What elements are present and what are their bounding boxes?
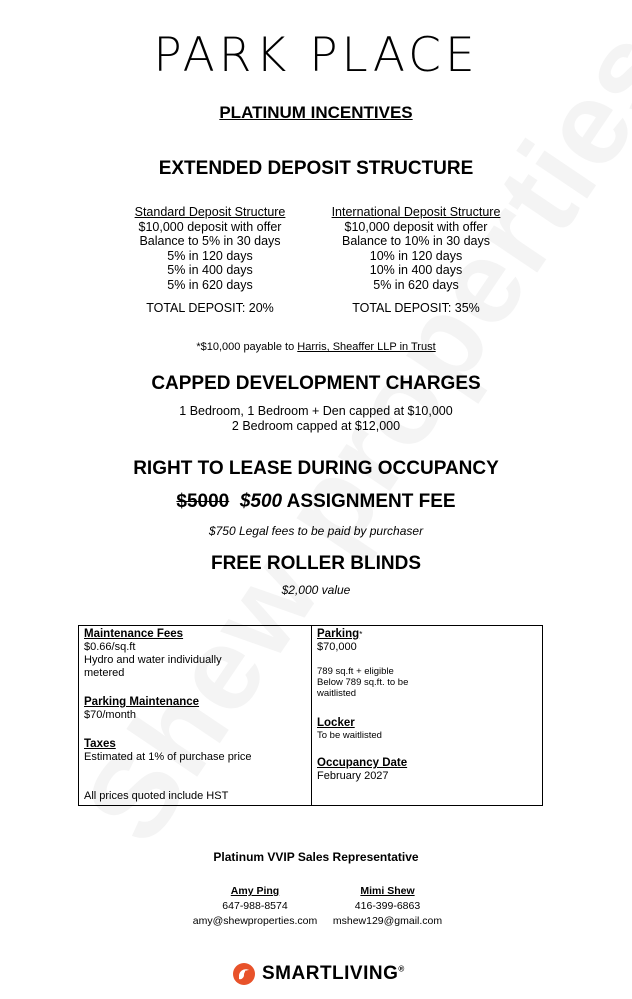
parking-note-1: 789 sq.ft + eligible: [317, 666, 394, 677]
international-deposit-line: 10% in 400 days: [369, 263, 463, 277]
info-box: [78, 625, 543, 806]
incentives-heading: PLATINUM INCENTIVES: [219, 103, 413, 122]
parking-block: [317, 628, 537, 699]
sales-rep-2-name: Mimi Shew: [360, 885, 415, 897]
parking-price: $70,000: [317, 641, 357, 653]
sales-rep-heading: Platinum VVIP Sales Representative: [213, 850, 419, 864]
standard-deposit-heading: Standard Deposit Structure: [134, 205, 286, 219]
legal-fees-note: $750 Legal fees to be paid by purchaser: [208, 524, 424, 538]
parking-asterisk: *: [359, 630, 363, 639]
smartliving-registered-mark: ®: [398, 964, 405, 974]
info-box-divider: [311, 626, 312, 805]
sales-rep-2-email: mshew129@gmail.com: [332, 915, 443, 927]
maintenance-fees-rate: $0.66/sq.ft: [84, 641, 136, 653]
international-deposit-line: 5% in 620 days: [373, 277, 459, 292]
maintenance-fees-note: Hydro and water individually metered: [84, 654, 222, 679]
blinds-heading: FREE ROLLER BLINDS: [210, 553, 422, 574]
maintenance-fees-block: [84, 628, 304, 680]
standard-deposit-line: Balance to 5% in 30 days: [139, 234, 281, 248]
international-deposit-column: [320, 205, 512, 316]
assignment-fee-label: ASSIGNMENT FEE: [286, 491, 456, 512]
occupancy-label: Occupancy Date: [317, 757, 408, 769]
parking-maintenance-label: Parking Maintenance: [84, 696, 200, 708]
lease-heading: RIGHT TO LEASE DURING OCCUPANCY: [133, 458, 499, 479]
old-assignment-fee: $5000: [176, 491, 230, 512]
taxes-block: [84, 738, 264, 764]
taxes-label: Taxes: [84, 738, 116, 750]
standard-deposit-column: [120, 205, 300, 316]
locker-value: To be waitlisted: [317, 730, 382, 741]
sales-rep-1-phone: 647-988-8574: [222, 900, 288, 912]
smartliving-wordmark: [262, 963, 405, 985]
maintenance-fees-label: Maintenance Fees: [84, 628, 184, 640]
parking-note-2: Below 789 sq.ft. to be waitlisted: [317, 677, 409, 699]
sales-rep-2: [325, 884, 450, 929]
standard-deposit-total: TOTAL DEPOSIT: 20%: [146, 301, 274, 315]
blinds-value: $2,000 value: [281, 583, 351, 597]
international-deposit-heading: International Deposit Structure: [331, 205, 501, 219]
international-deposit-line: Balance to 10% in 30 days: [341, 234, 491, 248]
assignment-fee-line: [0, 491, 632, 513]
smartliving-logo: [232, 962, 405, 986]
dev-charges-heading: CAPPED DEVELOPMENT CHARGES: [151, 373, 481, 394]
international-deposit-total: TOTAL DEPOSIT: 35%: [352, 301, 480, 315]
smartliving-name: SMARTLIVING: [262, 963, 399, 984]
deposit-payee-name: Harris, Sheaffer LLP in Trust: [297, 341, 436, 353]
international-deposit-line: 10% in 120 days: [369, 248, 463, 263]
deposit-heading: EXTENDED DEPOSIT STRUCTURE: [158, 158, 474, 179]
parking-maintenance-block: [84, 696, 304, 722]
occupancy-value: February 2027: [317, 770, 389, 782]
deposit-payee-prefix: *$10,000 payable to: [196, 341, 298, 353]
international-deposit-line: $10,000 deposit with offer: [344, 219, 488, 234]
hst-note: All prices quoted include HST: [84, 790, 229, 802]
parking-label: Parking: [317, 628, 360, 640]
sales-rep-1-email: amy@shewproperties.com: [192, 915, 318, 927]
standard-deposit-line: 5% in 120 days: [167, 248, 253, 263]
sales-rep-2-phone: 416-399-6863: [354, 900, 421, 912]
parking-maintenance-value: $70/month: [84, 709, 136, 721]
standard-deposit-line: 5% in 400 days: [167, 263, 253, 277]
standard-deposit-line: 5% in 620 days: [167, 277, 253, 292]
locker-label: Locker: [317, 717, 355, 729]
standard-deposit-line: $10,000 deposit with offer: [138, 219, 282, 234]
occupancy-block: [317, 757, 537, 783]
new-assignment-fee: $500: [239, 491, 283, 512]
sales-rep-1-name: Amy Ping: [230, 885, 280, 897]
deposit-payee-note: [0, 341, 632, 353]
dev-charges-line-1: 1 Bedroom, 1 Bedroom + Den capped at $10,000: [179, 404, 453, 418]
sales-rep-1: [190, 884, 320, 929]
taxes-value: Estimated at 1% of purchase price: [84, 751, 252, 763]
page-title: PARK PLACE: [153, 28, 479, 83]
locker-block: [317, 717, 537, 741]
dev-charges-line-2: 2 Bedroom capped at $12,000: [231, 419, 401, 433]
smartliving-bird-icon: [232, 962, 256, 986]
